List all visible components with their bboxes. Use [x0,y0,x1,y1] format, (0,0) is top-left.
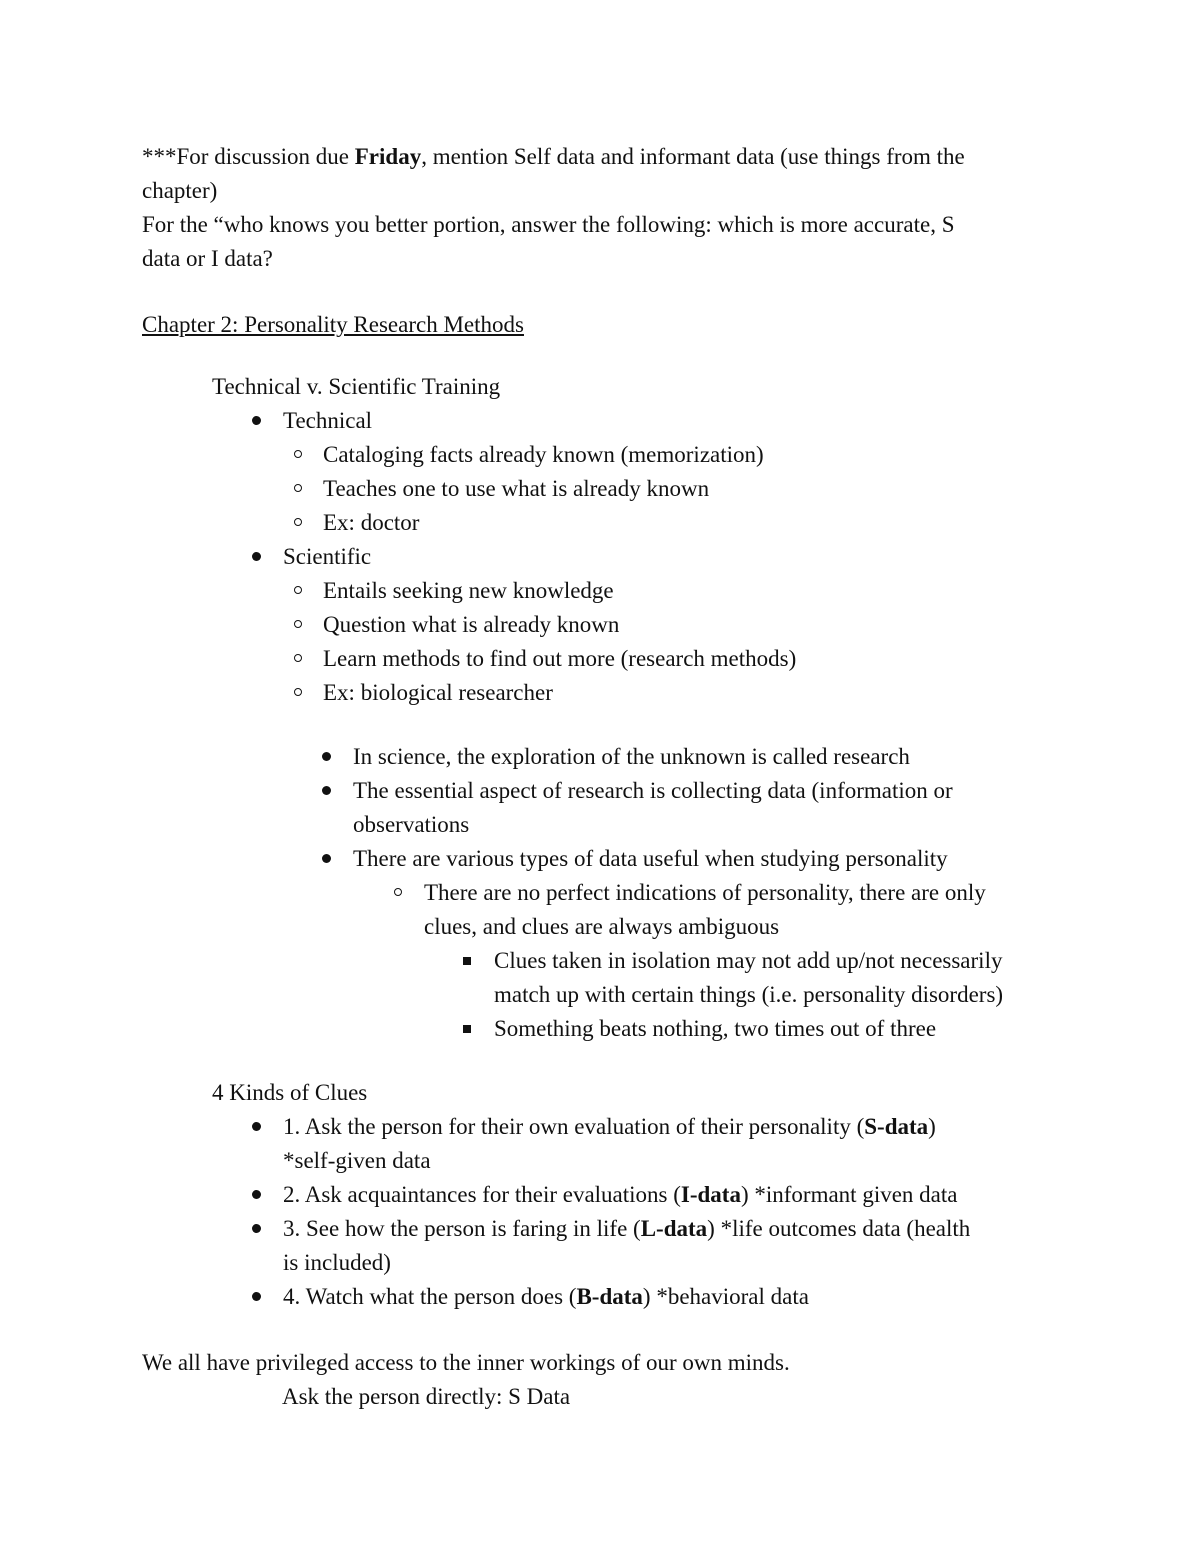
list-item: Ex: doctor [293,506,1072,540]
chapter-title: Chapter 2: Personality Research Methods [142,312,524,337]
research-list [322,740,1082,1046]
list-item: In science, the exploration of the unknown is called research [322,740,1082,774]
clues-list [252,1110,1072,1314]
list-item: Entails seeking new knowledge [293,574,1072,608]
list-item [252,404,1072,540]
list-item: 3. See how the person is faring in life (L-data) *life outcomes data (health is included) [252,1212,1072,1280]
list-item: 2. Ask acquaintances for their evaluations (I-data) *informant given data [252,1178,1072,1212]
note-line-3: For the “who knows you better portion, answer the following: which is more accurate, S [142,212,955,237]
closing-section [142,1346,1072,1414]
list-item: There are various types of data useful when studying personality There are no perfect indications of personality, there are only clues, and clues are always ambiguous Clues taken in isolation may not add up/not necessarily match up with certain things (i.e. personality disorders) Something beats nothing, two times out of three [322,842,1082,1046]
technical-label: Technical [283,408,373,433]
list-item [252,540,1072,710]
discussion-note [142,140,1072,276]
list-item: There are no perfect indications of personality, there are only clues, and clues are always ambiguous Clues taken in isolation may not add up/not necessarily match up with certain things (i.e. personality disorders) Something beats nothing, two times out of three [393,876,1082,1046]
list-item: 1. Ask the person for their own evaluation of their personality (S-data) *self-given data [252,1110,1072,1178]
due-day: Friday [354,144,422,169]
note-line-1: ***For discussion due Friday, mention Self data and informant data (use things from the [142,144,965,169]
list-item: Something beats nothing, two times out of three [462,1012,1082,1046]
clues-heading: 4 Kinds of Clues [212,1080,368,1105]
list-item: Question what is already known [293,608,1072,642]
list-item: Cataloging facts already known (memorization) [293,438,1072,472]
list-item: 4. Watch what the person does (B-data) *behavioral data [252,1280,1072,1314]
list-item: The essential aspect of research is collecting data (information or observations [322,774,1082,842]
list-item: Learn methods to find out more (research methods) [293,642,1072,676]
list-item: Ex: biological researcher [293,676,1072,710]
closing-line-1: We all have privileged access to the inner workings of our own minds. [142,1350,790,1375]
closing-line-2: Ask the person directly: S Data [282,1384,571,1409]
training-section [212,370,1142,404]
scientific-label: Scientific [283,544,372,569]
list-item: Clues taken in isolation may not add up/not necessarily match up with certain things (i.e. personality disorders) [462,944,1082,1012]
note-line-2: chapter) [142,178,218,203]
training-list [252,404,1072,710]
note-line-4: data or I data? [142,246,273,271]
training-heading: Technical v. Scientific Training [212,374,501,399]
list-item: Teaches one to use what is already known [293,472,1072,506]
